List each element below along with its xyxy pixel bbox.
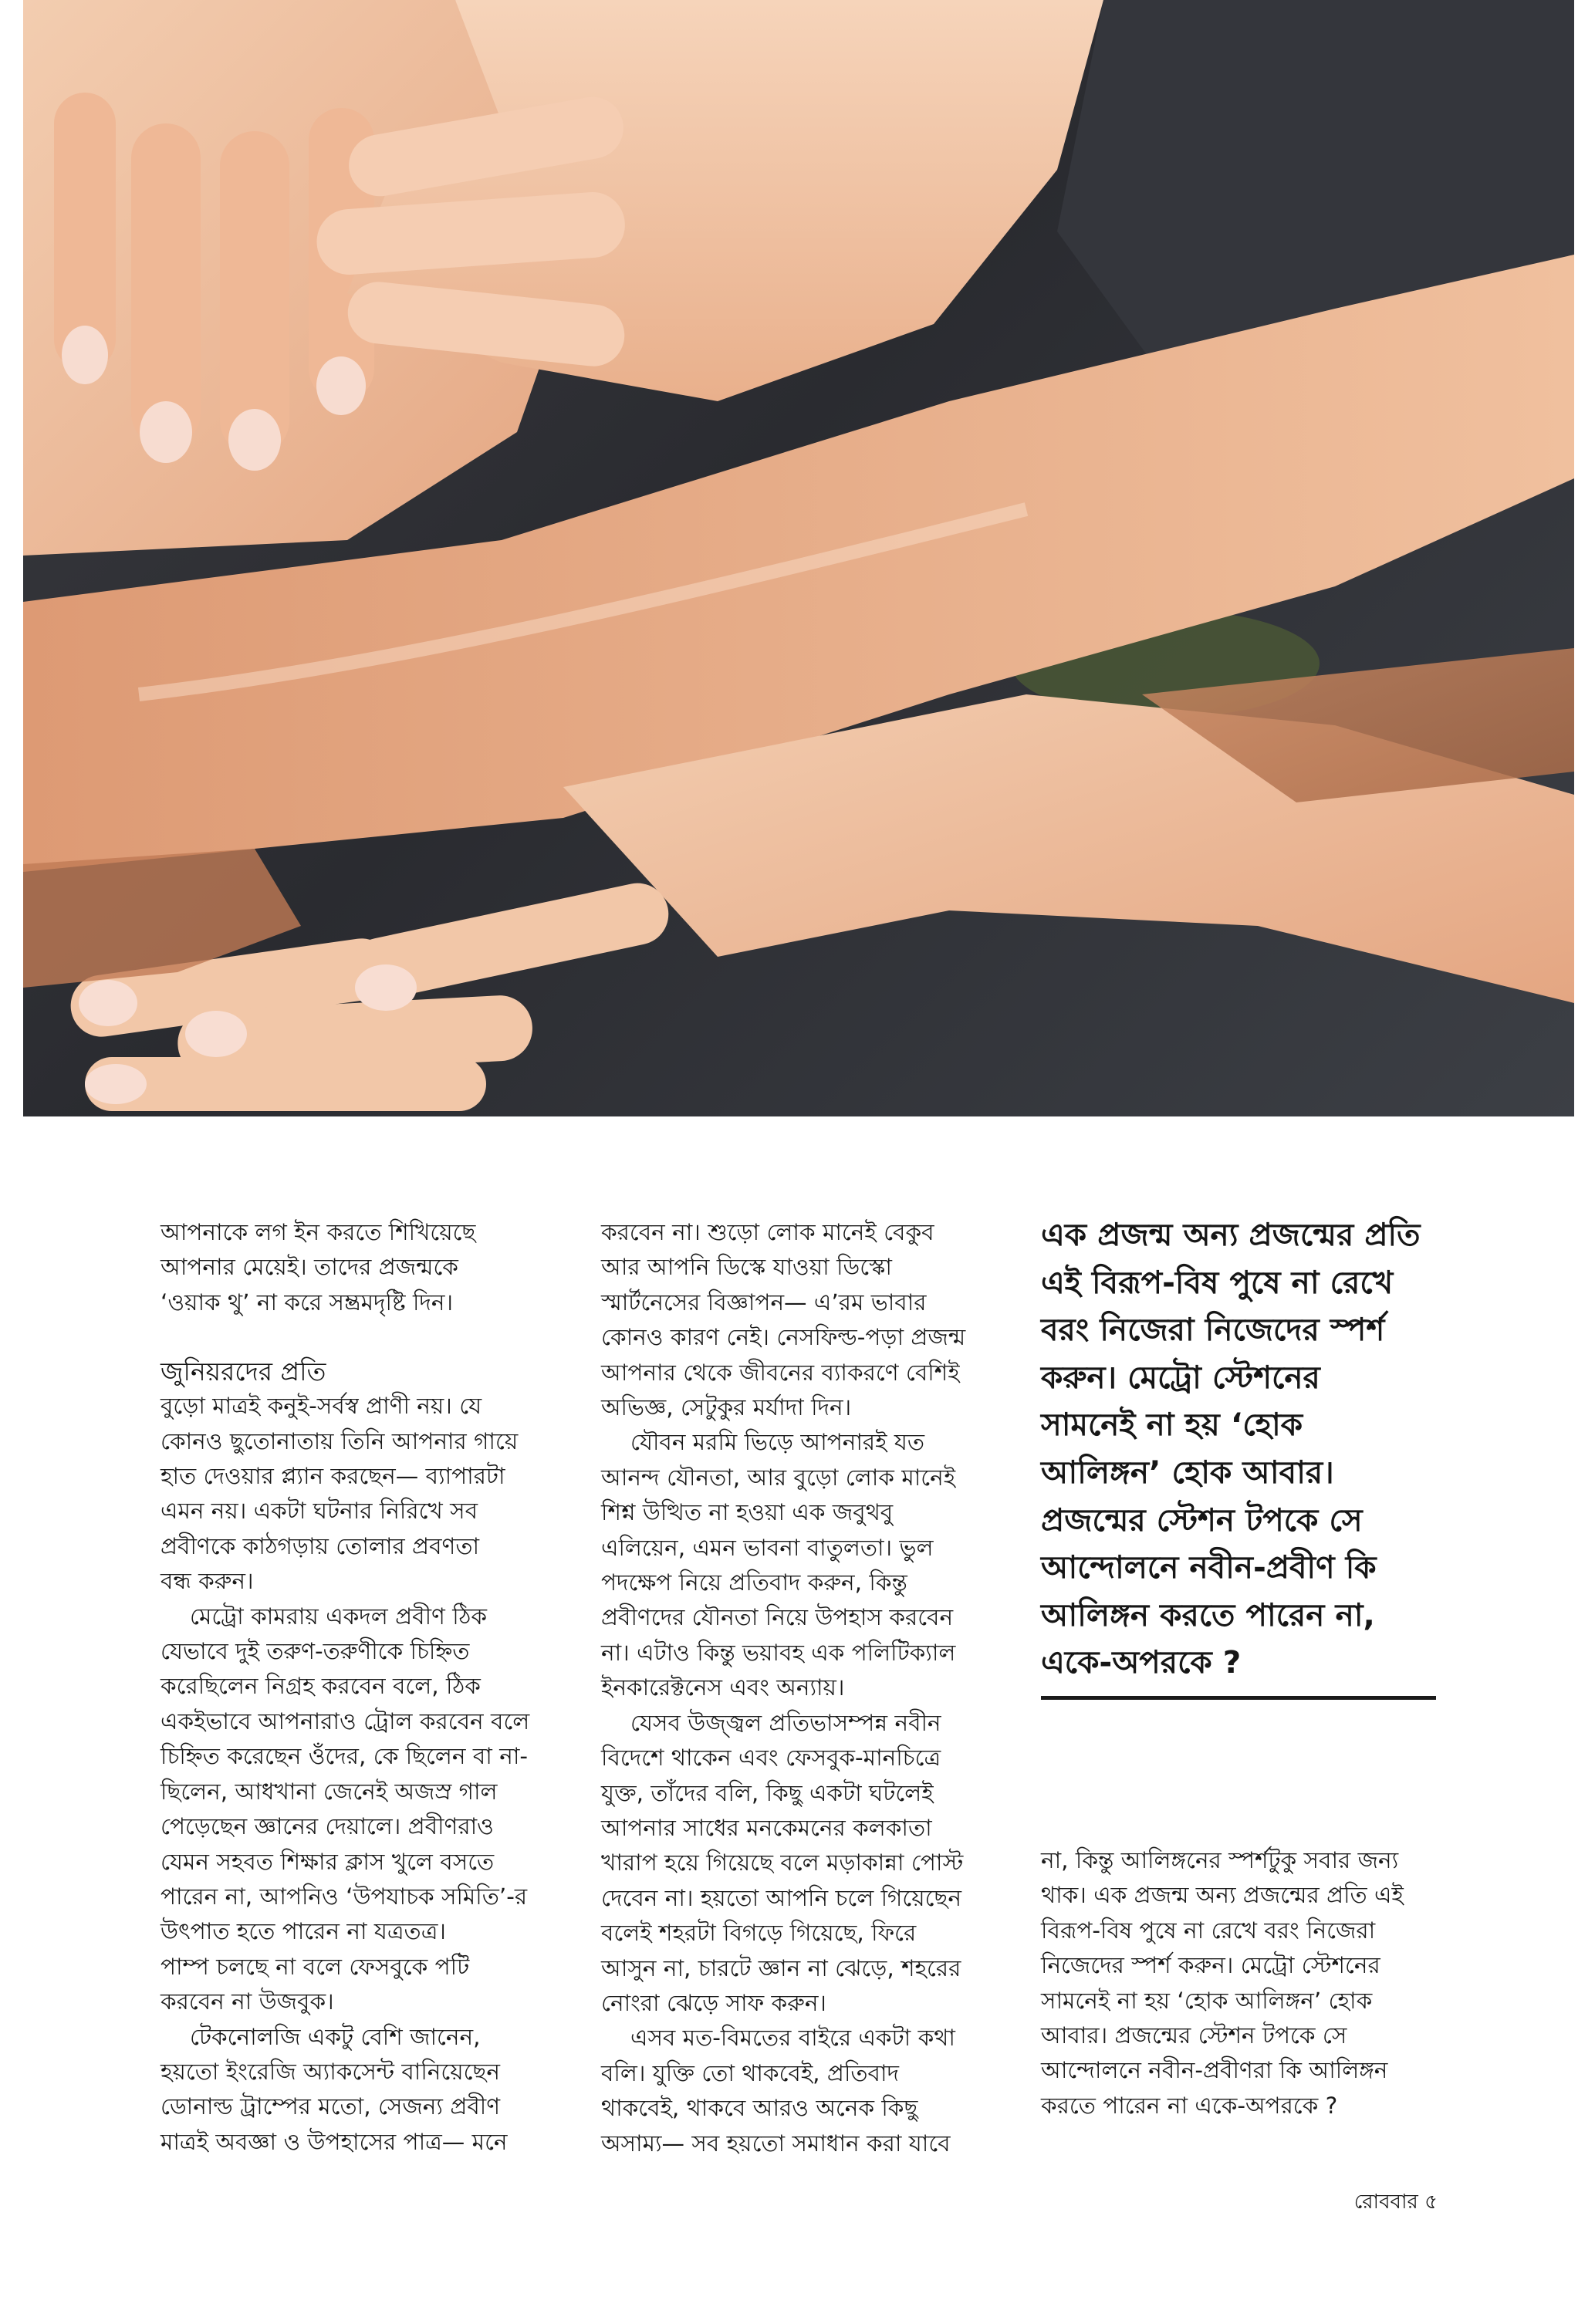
text-line: অভিজ্ঞ, সেটুকুর মর্যাদা দিন।	[601, 1394, 852, 1421]
text-line: যৌবন মরমি ভিড়ে আপনারই যত	[630, 1429, 924, 1456]
text-line: থাক। এক প্রজন্ম অন্য প্রজন্মের প্রতি এই	[1041, 1882, 1404, 1909]
text-line: যেসব উজ্জ্বল প্রতিভাসম্পন্ন নবীন	[630, 1709, 941, 1736]
text-line: হাত দেওয়ার প্ল্যান করছেন— ব্যাপারটা	[161, 1463, 505, 1490]
page-folio: রোববার ৫	[1353, 2191, 1438, 2214]
text-line: পারেন না, আপনিও ‘উপযাচক সমিতি’-র	[161, 1883, 528, 1910]
text-line: ইনকারেক্টনেস এবং অন্যায়।	[601, 1674, 845, 1701]
paragraph	[601, 1215, 1022, 1425]
text-line: করবেন না। শুড়ো লোক মানেই বেকুব	[601, 1219, 934, 1245]
hero-photo-stacked-hands	[23, 0, 1574, 1116]
text-line: চিহ্নিত করেছেন ওঁদের, কে ছিলেন বা না-	[161, 1743, 529, 1770]
text-line: বলি। যুক্তি তো থাকবেই, প্রতিবাদ	[601, 2059, 900, 2086]
hands-illustration	[23, 0, 1574, 1116]
text-line: আন্দোলনে নবীন-প্রবীণরা কি আলিঙ্গন	[1041, 2057, 1388, 2084]
paragraph	[601, 1425, 1022, 1705]
text-line: বুড়ো মাত্রই কনুই-সর্বস্ব প্রাণী নয়। যে	[161, 1393, 482, 1420]
text-line: আপনার সাধের মনকেমনের কলকাতা	[601, 1814, 932, 1841]
text-line: পেড়েছেন জ্ঞানের দেয়ালে। প্রবীণরাও	[161, 1813, 494, 1840]
text-line: প্রবীণদের যৌনতা নিয়ে উপহাস করবেন	[601, 1604, 954, 1631]
text-line: এলিয়েন, এমন ভাবনা বাতুলতা। ভুল	[601, 1534, 934, 1561]
section-heading: জুনিয়রদের প্রতি	[161, 1356, 326, 1387]
text-line: এসব মত-বিমতের বাইরে একটা কথা	[630, 2025, 955, 2052]
text-line: প্রবীণকে কাঠগড়ায় তোলার প্রবণতা	[161, 1532, 480, 1559]
text-line: বিরূপ-বিষ পুষে না রেখে বরং নিজেরা	[1041, 1917, 1376, 1944]
pull-quote-line: এই বিরূপ-বিষ পুষে না রেখে	[1041, 1263, 1394, 1301]
text-line: আপনাকে লগ ইন করতে শিখিয়েছে	[161, 1219, 476, 1245]
text-line: নিজেদের স্পর্শ করুন। মেট্রো স্টেশনের	[1041, 1952, 1380, 1979]
text-line: দেবেন না। হয়তো আপনি চলে গিয়েছেন	[601, 1884, 961, 1911]
text-line: খারাপ হয়ে গিয়েছে বলে মড়াকান্না পোস্ট	[601, 1849, 964, 1876]
paragraph	[601, 2021, 1022, 2161]
text-line: উৎপাত হতে পারেন না যত্রতত্র।	[161, 1918, 446, 1945]
paragraph	[1041, 1843, 1458, 2123]
pull-quote-line: বরং নিজেরা নিজেদের স্পর্শ	[1041, 1311, 1385, 1349]
text-line: না, কিন্তু আলিঙ্গনের স্পর্শটুকু সবার জন্য	[1041, 1847, 1399, 1873]
text-line: যেমন সহবত শিক্ষার ক্লাস খুলে বসতে	[161, 1848, 495, 1875]
text-line: পাম্প চলছে না বলে ফেসবুকে পটি	[161, 1953, 470, 1980]
text-line: আপনার থেকে জীবনের ব্যাকরণে বেশিই	[601, 1359, 960, 1386]
article-column-1	[161, 1215, 577, 2160]
text-line: আসুন না, চারটে জ্ঞান না ঝেড়ে, শহরের	[601, 1954, 961, 1981]
text-line: বলেই শহরটা বিগড়ে গিয়েছে, ফিরে	[601, 1920, 917, 1947]
text-line: মেট্রো কামরায় একদল প্রবীণ ঠিক	[190, 1603, 488, 1630]
pull-quote-line: একে-অপরকে ?	[1041, 1643, 1242, 1681]
pull-quote-line: প্রজন্মের স্টেশন টপকে সে	[1041, 1501, 1363, 1539]
pull-quote-line: সামনেই না হয় ‘হোক	[1041, 1406, 1303, 1444]
pull-quote	[1041, 1211, 1442, 1687]
pull-quote-divider	[1041, 1696, 1436, 1700]
text-line: থাকবেই, থাকবে আরও অনেক কিছু	[601, 2095, 918, 2122]
text-line: যুক্ত, তাঁদের বলি, কিছু একটা ঘটলেই	[601, 1779, 934, 1806]
text-line: টেকনোলজি একটু বেশি জানেন,	[190, 2023, 481, 2050]
text-line: সামনেই না হয় ‘হোক আলিঙ্গন’ হোক	[1041, 1987, 1373, 2014]
text-line: একইভাবে আপনারাও ট্রোল করবেন বলে	[161, 1708, 530, 1735]
article-column-2	[601, 1215, 1022, 2161]
text-line: পদক্ষেপ নিয়ে প্রতিবাদ করুন, কিন্তু	[601, 1569, 907, 1596]
text-line: কোনও কারণ নেই। নেসফিল্ড-পড়া প্রজন্ম	[601, 1324, 966, 1351]
text-line: ছিলেন, আধখানা জেনেই অজস্র গাল	[161, 1778, 498, 1805]
text-line: ‘ওয়াক থু’ না করে সম্ভ্রমদৃষ্টি দিন।	[161, 1289, 454, 1316]
text-line: না। এটাও কিন্তু ভয়াবহ এক পলিটিক্যাল	[601, 1639, 956, 1666]
text-line: কোনও ছুতোনাতায় তিনি আপনার গায়ে	[161, 1427, 519, 1454]
intro-paragraph	[161, 1215, 577, 1320]
text-line: আর আপনি ডিস্কে যাওয়া ডিস্কো	[601, 1254, 892, 1281]
article-column-3	[1041, 1843, 1458, 2123]
text-line: করেছিলেন নিগ্রহ করবেন বলে, ঠিক	[161, 1673, 481, 1700]
text-line: করতে পারেন না একে-অপরকে ?	[1041, 2092, 1338, 2119]
text-line: ডোনাল্ড ট্রাম্পের মতো, সেজন্য প্রবীণ	[161, 2093, 501, 2120]
paragraph	[161, 2020, 577, 2160]
pull-quote-line: আলিঙ্গন’ হোক আবার।	[1041, 1453, 1334, 1491]
paragraph	[601, 1706, 1022, 2022]
text-line: আপনার মেয়েই। তাদের প্রজন্মকে	[161, 1254, 458, 1281]
pull-quote-line: করুন। মেট্রো স্টেশনের	[1041, 1358, 1320, 1396]
text-line: আনন্দ যৌনতা, আর বুড়ো লোক মানেই	[601, 1464, 956, 1491]
pull-quote-line: আন্দোলনে নবীন-প্রবীণ কি	[1041, 1549, 1377, 1586]
text-line: নোংরা ঝেড়ে সাফ করুন।	[601, 1989, 826, 2016]
paragraph	[161, 1389, 577, 1599]
text-line: আবার। প্রজন্মের স্টেশন টপকে সে	[1041, 2022, 1347, 2049]
text-line: স্মার্টনেসের বিজ্ঞাপন— এ’রম ভাবার	[601, 1289, 927, 1316]
pull-quote-line: আলিঙ্গন করতে পারেন না,	[1041, 1596, 1375, 1633]
text-line: মাত্রই অবজ্ঞা ও উপহাসের পাত্র— মনে	[161, 2128, 508, 2155]
text-line: হয়তো ইংরেজি অ্যাকসেন্ট বানিয়েছেন	[161, 2058, 500, 2085]
paragraph-gap	[161, 1320, 577, 1354]
text-line: এমন নয়। একটা ঘটনার নিরিখে সব	[161, 1498, 478, 1525]
text-line: অসাম্য— সব হয়তো সমাধান করা যাবে	[601, 2130, 951, 2157]
paragraph	[161, 1599, 577, 2020]
pull-quote-line: এক প্রজন্ম অন্য প্রজন্মের প্রতি	[1041, 1216, 1421, 1253]
text-line: বন্ধ করুন।	[161, 1568, 254, 1595]
text-line: বিদেশে থাকেন এবং ফেসবুক-মানচিত্রে	[601, 1745, 941, 1772]
text-line: করবেন না উজবুক।	[161, 1988, 334, 2015]
text-line: যেভাবে দুই তরুণ-তরুণীকে চিহ্নিত	[161, 1638, 470, 1665]
text-line: শিশ্ন উত্থিত না হওয়া এক জবুথবু	[601, 1499, 894, 1526]
